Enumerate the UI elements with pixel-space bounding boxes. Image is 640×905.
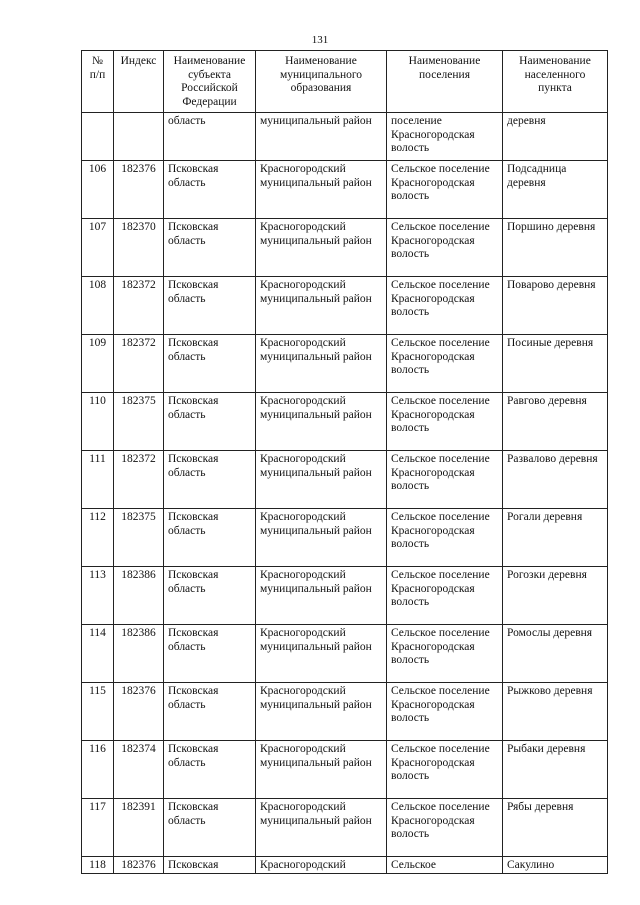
- cell-index: 182386: [114, 625, 164, 683]
- cell-num: [82, 113, 114, 161]
- cell-index: 182372: [114, 451, 164, 509]
- cell-locality: деревня: [503, 113, 608, 161]
- cell-settlement: Сельское: [387, 857, 503, 874]
- cell-locality: Рыжково деревня: [503, 683, 608, 741]
- cell-locality: Сакулино: [503, 857, 608, 874]
- cell-municipality: Красногородский муниципальный район: [256, 335, 387, 393]
- cell-settlement: Сельское поселение Красногородская волость: [387, 509, 503, 567]
- cell-settlement: Сельское поселение Красногородская волость: [387, 161, 503, 219]
- cell-num: 115: [82, 683, 114, 741]
- header-num: № п/п: [82, 51, 114, 113]
- cell-subject: Псковская область: [164, 799, 256, 857]
- cell-num: 107: [82, 219, 114, 277]
- cell-settlement: Сельское поселение Красногородская волость: [387, 335, 503, 393]
- cell-index: 182376: [114, 857, 164, 874]
- header-locality: Наименование населенного пункта: [503, 51, 608, 113]
- table-row-partial: [82, 857, 608, 874]
- table-row: [82, 625, 608, 683]
- table-row: [82, 277, 608, 335]
- cell-locality: Равгово деревня: [503, 393, 608, 451]
- cell-index: 182376: [114, 161, 164, 219]
- cell-municipality: муниципальный район: [256, 113, 387, 161]
- cell-subject: Псковская область: [164, 393, 256, 451]
- cell-locality: Поршино деревня: [503, 219, 608, 277]
- cell-settlement: Сельское поселение Красногородская волость: [387, 393, 503, 451]
- cell-municipality: Красногородский муниципальный район: [256, 625, 387, 683]
- header-subject: Наименование субъекта Российской Федерации: [164, 51, 256, 113]
- cell-index: 182376: [114, 683, 164, 741]
- cell-num: 114: [82, 625, 114, 683]
- cell-subject: Псковская область: [164, 567, 256, 625]
- cell-locality: Посиные деревня: [503, 335, 608, 393]
- cell-municipality: Красногородский муниципальный район: [256, 451, 387, 509]
- settlements-table: [81, 50, 608, 874]
- cell-num: 112: [82, 509, 114, 567]
- cell-municipality: Красногородский муниципальный район: [256, 277, 387, 335]
- cell-locality: Рогозки деревня: [503, 567, 608, 625]
- cell-settlement: Сельское поселение Красногородская волость: [387, 741, 503, 799]
- continuation-row: [82, 113, 608, 161]
- table-row: [82, 741, 608, 799]
- table-row: [82, 451, 608, 509]
- header-municipality: Наименование муниципального образования: [256, 51, 387, 113]
- cell-num: 117: [82, 799, 114, 857]
- cell-municipality: Красногородский: [256, 857, 387, 874]
- cell-num: 118: [82, 857, 114, 874]
- cell-num: 108: [82, 277, 114, 335]
- cell-index: 182374: [114, 741, 164, 799]
- header-settlement: Наименование поселения: [387, 51, 503, 113]
- cell-locality: Рябы деревня: [503, 799, 608, 857]
- cell-municipality: Красногородский муниципальный район: [256, 567, 387, 625]
- cell-municipality: Красногородский муниципальный район: [256, 393, 387, 451]
- cell-subject: область: [164, 113, 256, 161]
- table-row: [82, 567, 608, 625]
- cell-settlement: Сельское поселение Красногородская волость: [387, 567, 503, 625]
- cell-settlement: Сельское поселение Красногородская волость: [387, 683, 503, 741]
- cell-municipality: Красногородский муниципальный район: [256, 683, 387, 741]
- cell-settlement: Сельское поселение Красногородская волость: [387, 625, 503, 683]
- cell-subject: Псковская область: [164, 625, 256, 683]
- cell-municipality: Красногородский муниципальный район: [256, 741, 387, 799]
- table-row: [82, 509, 608, 567]
- cell-num: 110: [82, 393, 114, 451]
- cell-index: 182375: [114, 509, 164, 567]
- cell-subject: Псковская область: [164, 219, 256, 277]
- cell-index: 182386: [114, 567, 164, 625]
- cell-num: 116: [82, 741, 114, 799]
- cell-index: 182370: [114, 219, 164, 277]
- cell-settlement: Сельское поселение Красногородская волость: [387, 219, 503, 277]
- cell-subject: Псковская область: [164, 335, 256, 393]
- table-row: [82, 219, 608, 277]
- cell-num: 109: [82, 335, 114, 393]
- table-row: [82, 335, 608, 393]
- cell-subject: Псковская область: [164, 509, 256, 567]
- cell-municipality: Красногородский муниципальный район: [256, 509, 387, 567]
- table-row: [82, 161, 608, 219]
- cell-locality: Подсадница деревня: [503, 161, 608, 219]
- table-row: [82, 393, 608, 451]
- cell-subject: Псковская область: [164, 277, 256, 335]
- cell-locality: Рыбаки деревня: [503, 741, 608, 799]
- cell-municipality: Красногородский муниципальный район: [256, 799, 387, 857]
- cell-index: [114, 113, 164, 161]
- cell-settlement: поселение Красногородская волость: [387, 113, 503, 161]
- cell-municipality: Красногородский муниципальный район: [256, 161, 387, 219]
- table-row: [82, 683, 608, 741]
- cell-locality: Развалово деревня: [503, 451, 608, 509]
- table-row: [82, 799, 608, 857]
- cell-settlement: Сельское поселение Красногородская волость: [387, 451, 503, 509]
- table-header-row: [82, 51, 608, 113]
- cell-index: 182375: [114, 393, 164, 451]
- cell-num: 113: [82, 567, 114, 625]
- cell-num: 106: [82, 161, 114, 219]
- cell-locality: Поварово деревня: [503, 277, 608, 335]
- cell-subject: Псковская область: [164, 741, 256, 799]
- page-number: 131: [311, 34, 329, 46]
- header-index: Индекс: [114, 51, 164, 113]
- cell-index: 182391: [114, 799, 164, 857]
- cell-subject: Псковская область: [164, 161, 256, 219]
- cell-num: 111: [82, 451, 114, 509]
- cell-settlement: Сельское поселение Красногородская волость: [387, 277, 503, 335]
- cell-subject: Псковская: [164, 857, 256, 874]
- cell-locality: Ромослы деревня: [503, 625, 608, 683]
- cell-settlement: Сельское поселение Красногородская волость: [387, 799, 503, 857]
- cell-municipality: Красногородский муниципальный район: [256, 219, 387, 277]
- cell-index: 182372: [114, 277, 164, 335]
- cell-locality: Рогали деревня: [503, 509, 608, 567]
- cell-index: 182372: [114, 335, 164, 393]
- cell-subject: Псковская область: [164, 683, 256, 741]
- cell-subject: Псковская область: [164, 451, 256, 509]
